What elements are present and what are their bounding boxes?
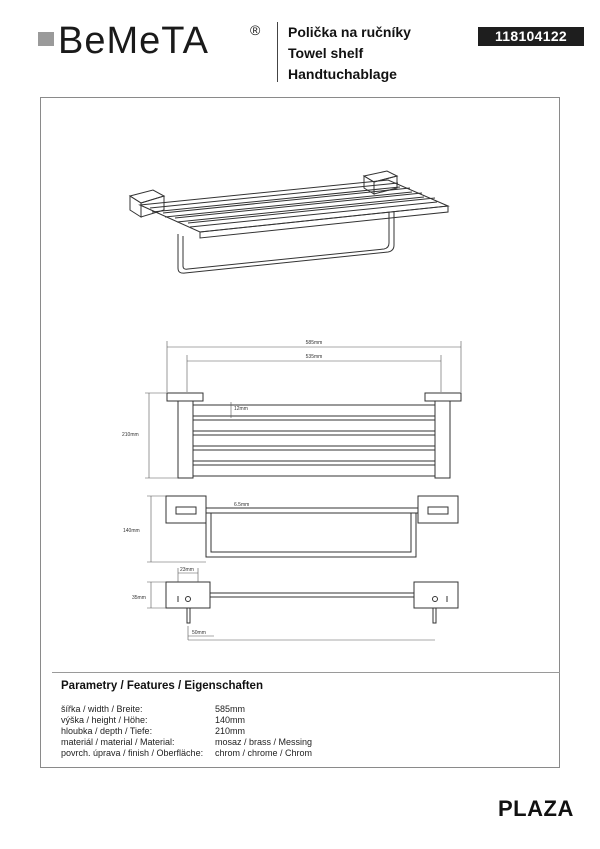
bottom-view [166, 582, 458, 623]
spec-value: 585mm [215, 704, 246, 714]
mount-height-label: 35mm [132, 595, 146, 601]
front-view [166, 496, 458, 557]
top-view [167, 393, 461, 478]
depth-label: 210mm [122, 432, 139, 438]
registered-mark: ® [250, 22, 261, 38]
title-cz: Polička na ručníky [288, 24, 411, 40]
spec-label: hloubka / depth / Tiefe: [61, 726, 153, 736]
spec-value: 140mm [215, 715, 246, 725]
diameter-label: 6.5mm [234, 502, 250, 508]
product-code-badge: 118104122 [478, 27, 584, 46]
inner-width-label: 535mm [305, 354, 323, 360]
total-width-label: 585mm [305, 340, 323, 346]
product-illustration [130, 171, 448, 273]
dimension-widths [167, 341, 461, 392]
series-name: PLAZA [498, 796, 574, 821]
spec-value: chrom / chrome / Chrom [215, 748, 313, 758]
features-separator [52, 672, 560, 673]
features-title: Parametry / Features / Eigenschaften [61, 680, 263, 692]
spec-label: povrch. úprava / finish / Oberfläche: [61, 748, 204, 758]
spec-value: 210mm [215, 726, 246, 736]
spec-value: mosaz / brass / Messing [215, 737, 313, 747]
spec-label: šířka / width / Breite: [61, 704, 143, 714]
title-de: Handtuchablage [288, 66, 397, 82]
mount-width-label: 23mm [180, 567, 194, 573]
bar-size-label: 12mm [234, 406, 248, 412]
title-en: Towel shelf [288, 45, 364, 61]
spec-label: materiál / material / Material: [61, 737, 175, 747]
brand-name: BeMeTA [58, 20, 210, 62]
spec-label: výška / height / Höhe: [61, 715, 148, 725]
height-label: 140mm [123, 528, 140, 534]
mount-offset-label: 50mm [192, 630, 206, 636]
